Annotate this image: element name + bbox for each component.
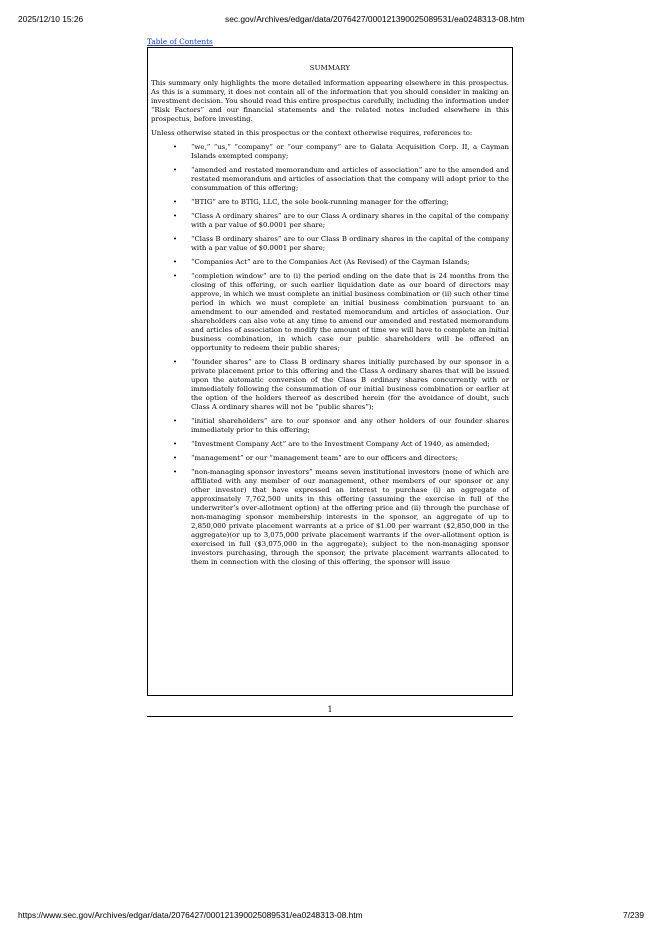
document-page [147,47,513,696]
definition-text: “Class A ordinary shares” are to our Class A ordinary shares in the capital of the company with a par value of $0.0001 per share; [191,212,509,229]
summary-intro-paragraph: This summary only highlights the more detailed information appearing elsewhere in this prospectus. As this is a summary, it does not contain all of the information that you should consider in making an investment decision. You should read this entire prospectus carefully, including the information under “Risk Factors” and our financial statements and the related notes included elsewhere in this prospectus, before investing. [151,79,509,123]
bullet-icon: • [173,166,178,174]
list-item [151,235,509,253]
references-intro-paragraph: Unless otherwise stated in this prospectus or the context otherwise requires, references to: [151,129,473,137]
table-of-contents-link[interactable]: Table of Contents [147,37,213,46]
bullet-icon: • [173,258,178,266]
list-item [151,198,509,207]
definition-text: “Companies Act” are to the Companies Act (As Revised) of the Cayman Islands; [191,258,470,266]
footer-url: https://www.sec.gov/Archives/edgar/data/2076427/000121390025089531/ea0248313-08.htm [18,910,363,920]
bullet-icon: • [173,468,178,476]
bullet-icon: • [173,358,178,366]
bullet-icon: • [173,272,178,280]
section-title: SUMMARY [309,64,351,72]
bullet-icon: • [173,454,178,462]
list-item [151,417,509,435]
list-item [151,468,509,567]
bullet-icon: • [173,417,178,425]
definition-text: “we,” “us,” “company” or “our company” are to Galata Acquisition Corp. II, a Cayman Islands exempted company; [191,143,509,160]
definition-text: “non-managing sponsor investors” means seven institutional investors (none of which are affiliated with any member of our management, other members of our sponsor or any other investor) that have expressed an interest to purchase (i) an aggregate of approximately 7,762,500 units in this offering (assuming the exercise in full of the underwriter’s over-allotment option) at the offering price and (ii) through the purchase of non-managing sponsor membership interests in the sponsor, an aggregate of up to 2,850,000 private placement warrants at a price of $1.00 per warrant ($2,850,000 in the aggregate)(or up to 3,075,000 private placement warrants if the over-allotment option is exercised in full ($3,075,000 in the aggregate); subject to the non-managing sponsor investors purchasing, through the sponsor, the private placement warrants allocated to them in connection with the closing of this offering, the sponsor will issue [191,468,509,566]
bullet-icon: • [173,212,178,220]
list-item [151,166,509,193]
definition-text: “founder shares” are to Class B ordinary shares initially purchased by our sponsor in a private placement prior to this offering and the Class A ordinary shares that will be issued upon the automatic conversion of the Class B ordinary shares concurrently with or immediately following the consummation of our initial business combination or earlier at the option of the holders thereof as described herein (for the avoidance of doubt, such Class A ordinary shares will not be “public shares”); [191,358,509,411]
page-divider [147,716,513,717]
definition-text: “completion window” are to (i) the period ending on the date that is 24 months from the closing of this offering, or such earlier liquidation date as our board of directors may approve, in which we must complete an initial business combination or (ii) such other time period in which we must complete an initial business combination pursuant to an amendment to our amended and restated memorandum and articles of association. Our shareholders can also vote at any time to amend our amended and restated memorandum and articles of association to modify the amount of time we will have to complete an initial business combination, in which case our public shareholders will be offered an opportunity to redeem their public shares; [191,272,509,352]
bullet-icon: • [173,440,178,448]
definition-text: “BTIG” are to BTIG, LLC, the sole book-running manager for the offering; [191,198,449,206]
list-item [151,358,509,412]
list-item [151,440,509,449]
definition-text: “Class B ordinary shares” are to our Class B ordinary shares in the capital of the company with a par value of $0.0001 per share; [191,235,509,252]
footer-page-count: 7/239 [623,910,644,920]
page-number: 1 [327,705,333,714]
list-item [151,272,509,353]
definition-text: “initial shareholders” are to our sponsor and any other holders of our founder shares immediately prior to this offering; [191,417,509,434]
list-item [151,143,509,161]
definitions-list [151,143,509,567]
bullet-icon: • [173,235,178,243]
bullet-icon: • [173,143,178,151]
definition-text: “management” or our “management team” are to our officers and directors; [191,454,458,462]
print-datetime: 2025/12/10 15:26 [18,14,84,24]
list-item [151,258,509,267]
definition-text: “Investment Company Act” are to the Investment Company Act of 1940, as amended; [191,440,490,448]
definition-text: “amended and restated memorandum and articles of association” are to the amended and restated memorandum and articles of association that the company will adopt prior to the consummation of this offering; [191,166,509,192]
list-item [151,212,509,230]
print-url: sec.gov/Archives/edgar/data/2076427/000121390025089531/ea0248313-08.htm [225,14,525,24]
bullet-icon: • [173,198,178,206]
list-item [151,454,509,463]
